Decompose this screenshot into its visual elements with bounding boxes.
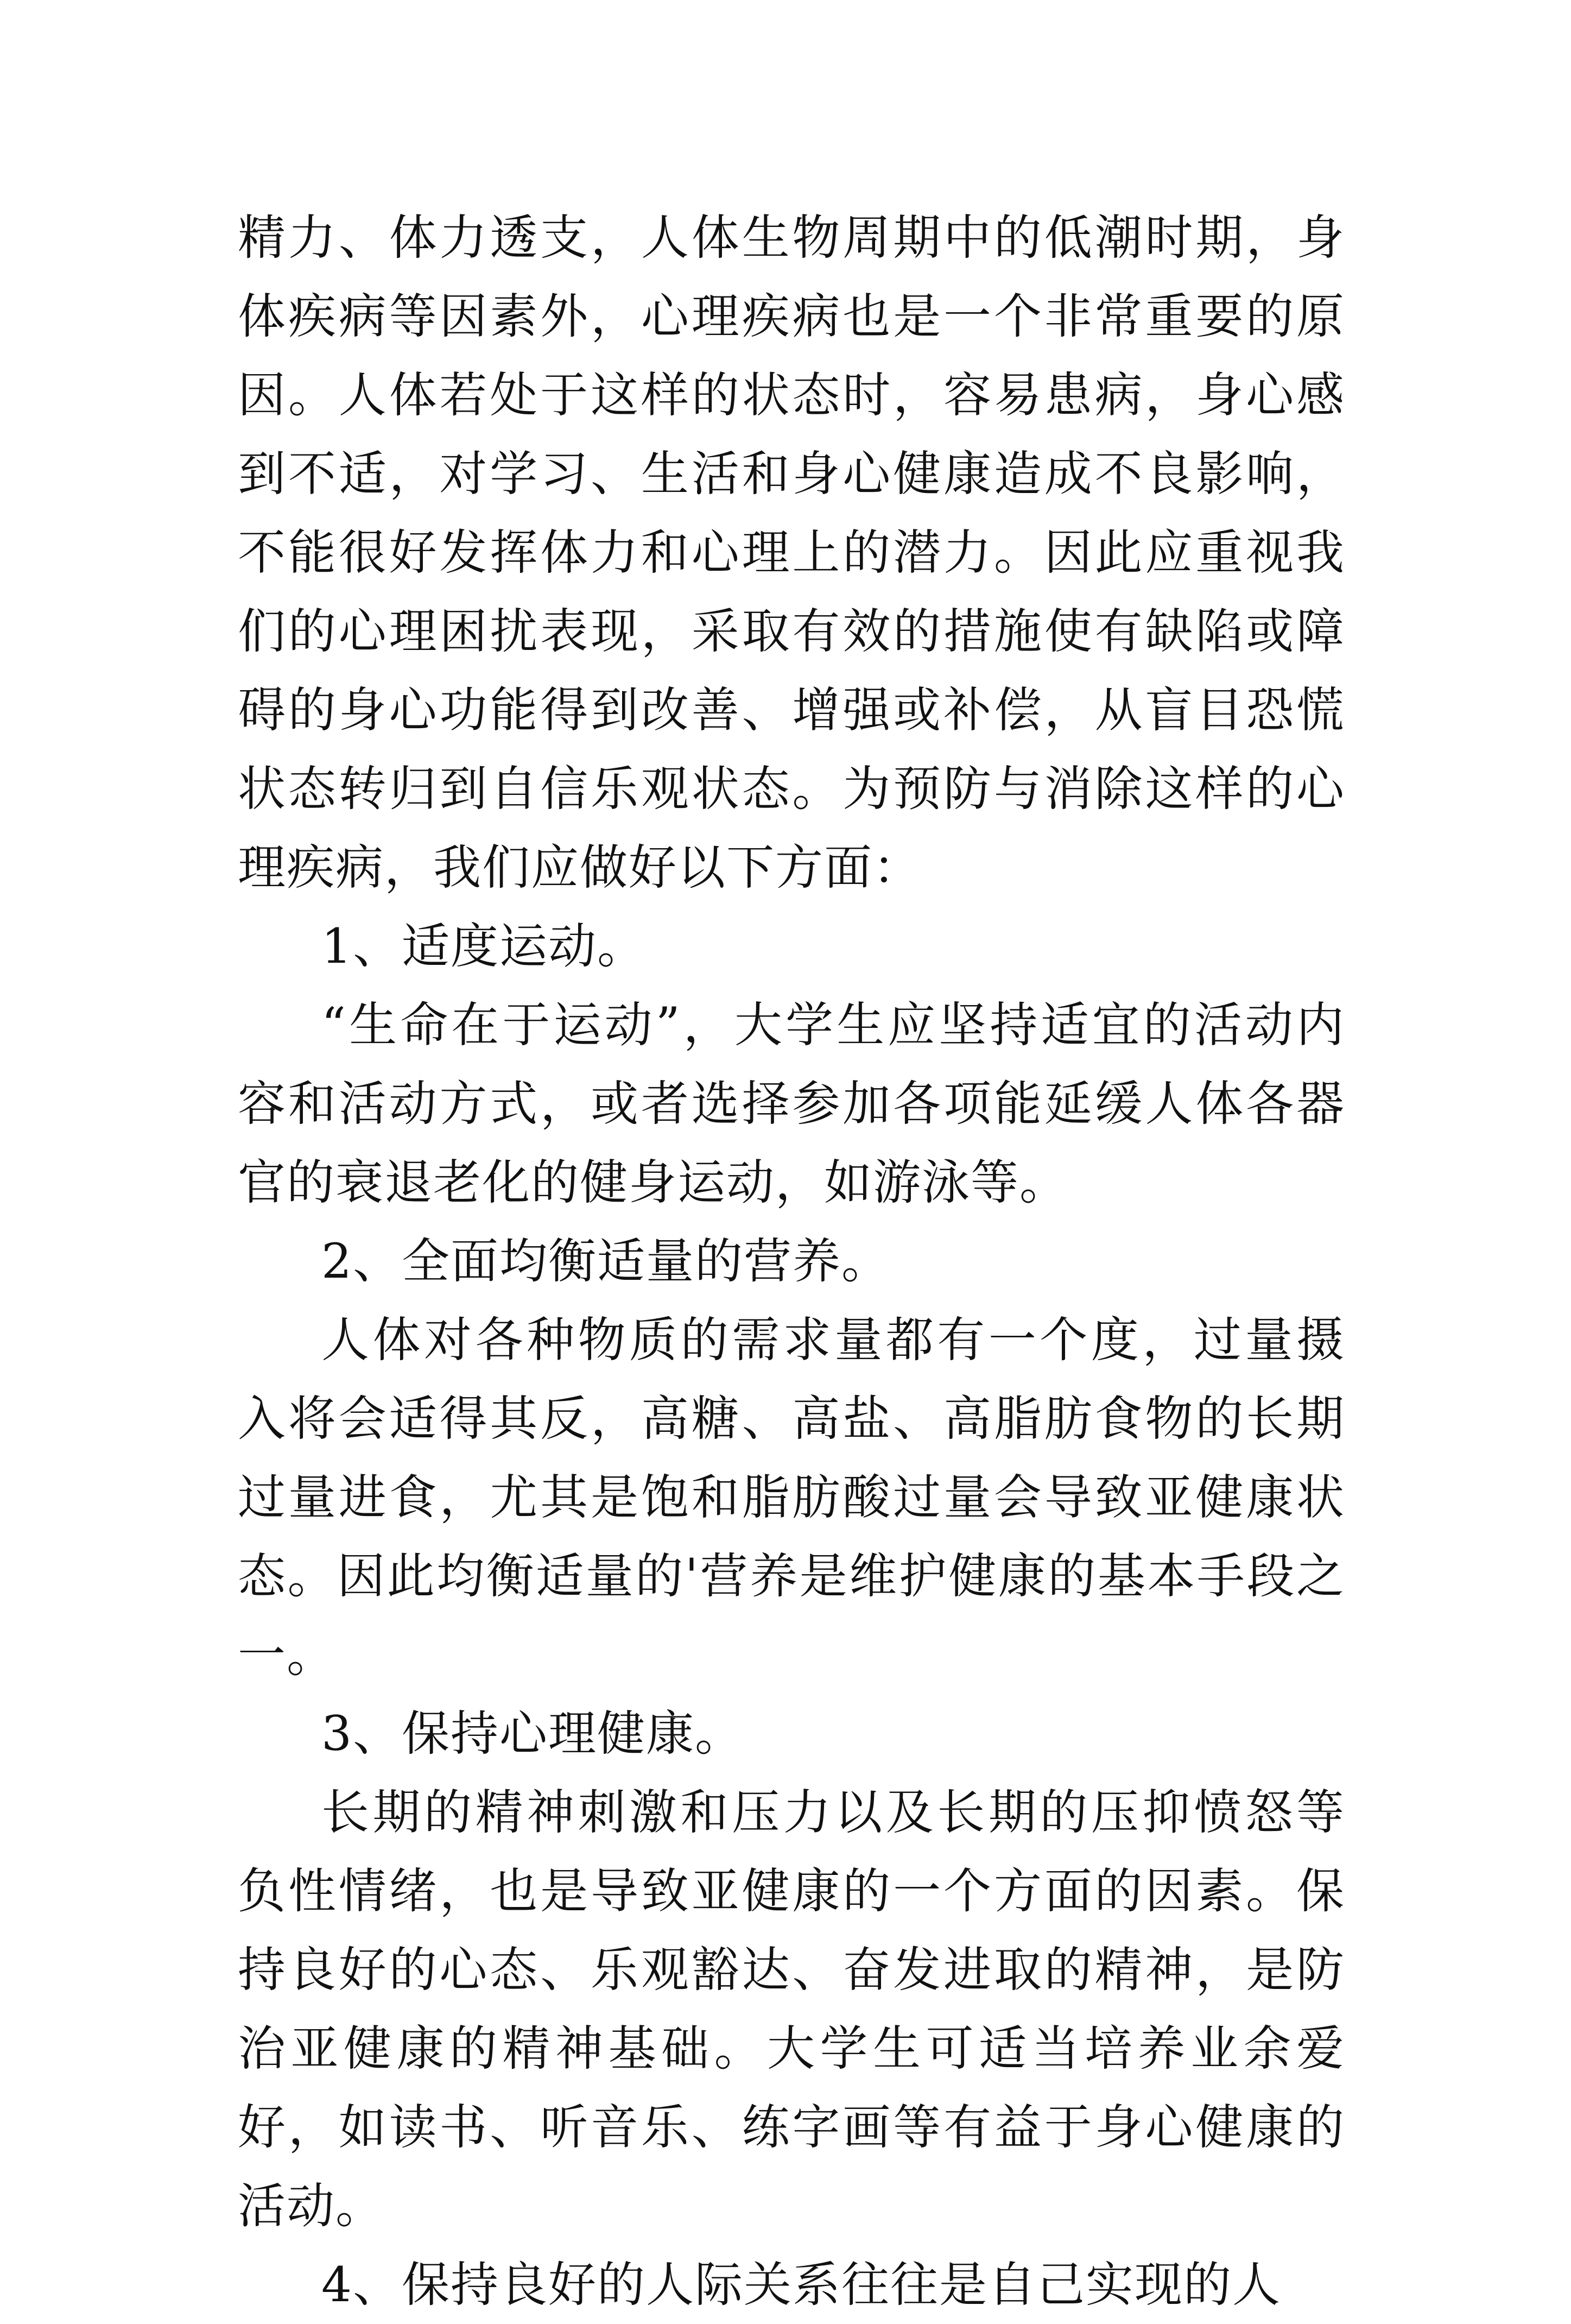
paragraph-4: 2、全面均衡适量的营养。: [321, 1233, 890, 1289]
paragraph-8: 4、保持良好的人际关系往往是自己实现的人: [321, 2257, 1281, 2313]
paragraph-2: 1、适度运动。: [321, 918, 646, 974]
paragraph-3: “生命在于运动”，大学生应坚持适宜的活动内容和活动方式，或者选择参加各项能延缓人体各器官的衰退老化的健身运动，如游泳等。: [238, 997, 1345, 1210]
paragraph-5: 人体对各种物质的需求量都有一个度，过量摄入将会适得其反，高糖、高盐、高脂肪食物的长期过量进食，尤其是饱和脂肪酸过量会导致亚健康状态。因此均衡适量的'营养是维护健康的基本手段之一。: [238, 1312, 1345, 1683]
paragraph-6: 3、保持心理健康。: [321, 1706, 744, 1761]
document-body: [238, 198, 1345, 2324]
paragraph-1: 精力、体力透支，人体生物周期中的低潮时期，身体疾病等因素外，心理疾病也是一个非常重要的原因。人体若处于这样的状态时，容易患病，身心感到不适，对学习、生活和身心健康造成不良影响，不能很好发挥体力和心理上的潜力。因此应重视我们的心理困扰表现，采取有效的措施使有缺陷或障碍的身心功能得到改善、增强或补偿，从盲目恐慌状态转归到自信乐观状态。为预防与消除这样的心理疾病，我们应做好以下方面：: [238, 210, 1345, 895]
paragraph-7: 长期的精神刺激和压力以及长期的压抑愤怒等负性情绪，也是导致亚健康的一个方面的因素。保持良好的心态、乐观豁达、奋发进取的精神，是防治亚健康的精神基础。大学生可适当培养业余爱好，如读书、听音乐、练字画等有益于身心健康的活动。: [238, 1784, 1345, 2234]
